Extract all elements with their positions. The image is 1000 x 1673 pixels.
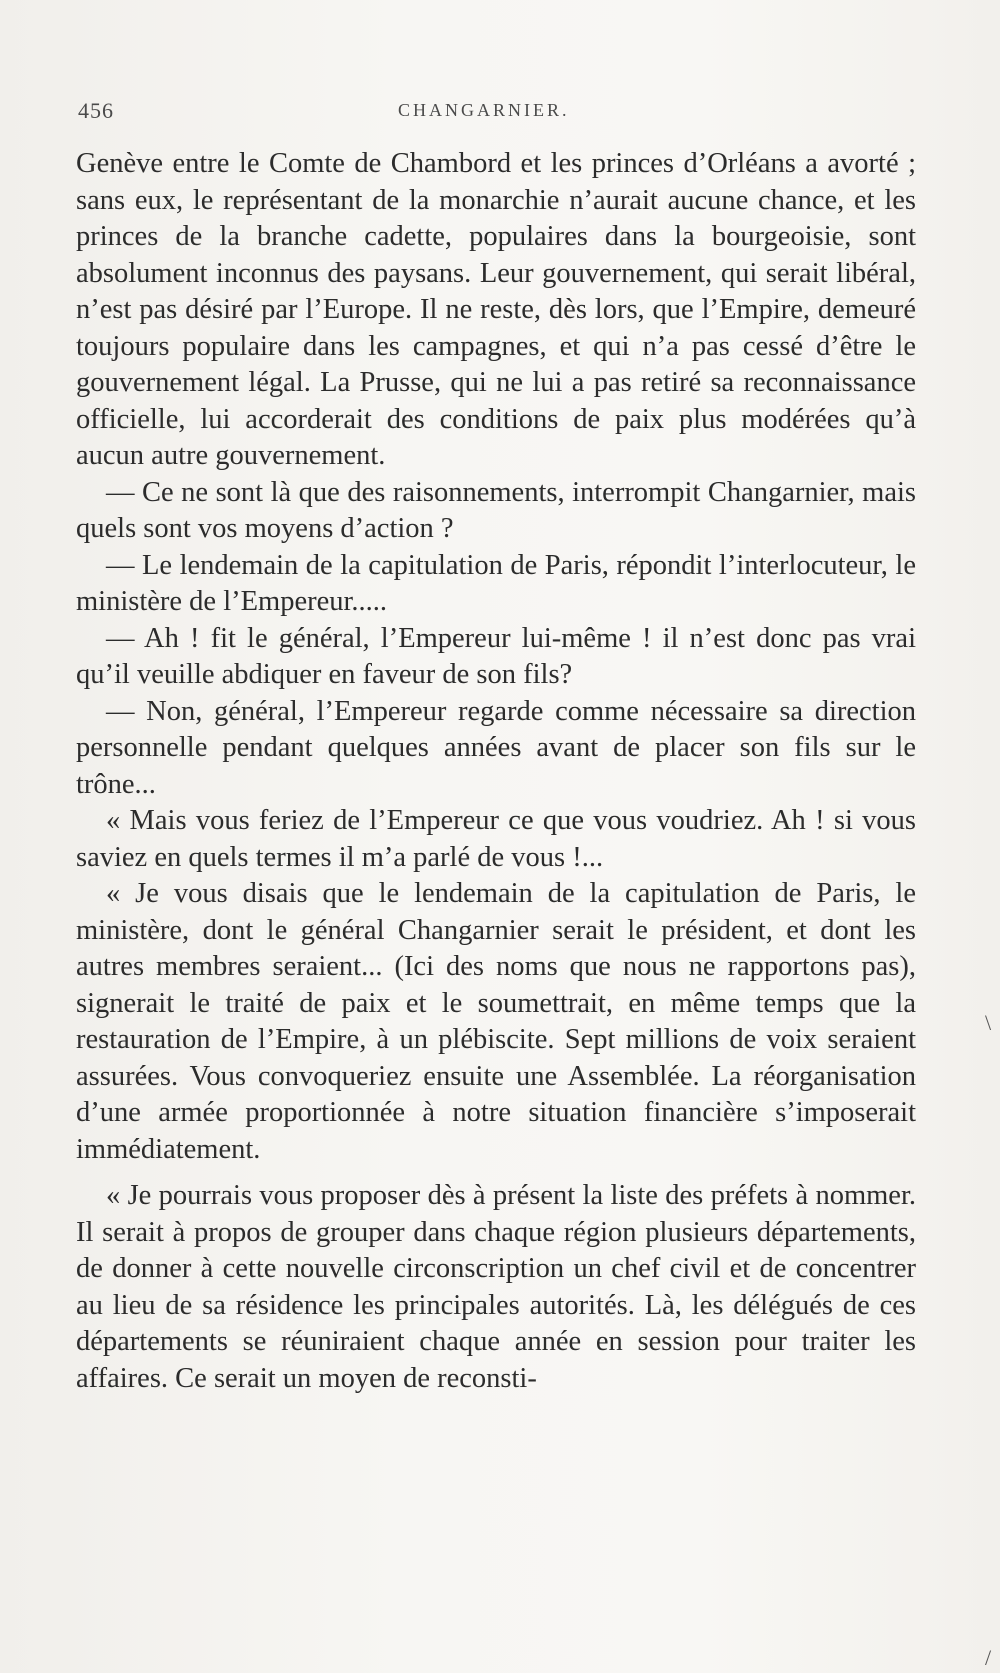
paragraph-quote: « Mais vous feriez de l’Empereur ce que vous voudriez. Ah ! si vous saviez en quels termes il m’a parlé de vous !... (76, 805, 916, 873)
running-head: CHANGARNIER. (398, 100, 570, 120)
page-number: 456 (78, 98, 114, 123)
body-text (76, 146, 916, 1397)
page-header (78, 98, 918, 130)
paragraph-dialogue: — Ah ! fit le général, l’Empereur lui-même ! il n’est donc pas vrai qu’il veuille abdiquer en faveur de son fils? (76, 622, 916, 690)
paragraph-quote: « Je vous disais que le lendemain de la capitulation de Paris, le ministère, dont le général Changarnier serait le président, et dont les autres membres seraient... (Ici des noms que nous ne rapportons pas), signerait le traité de paix et le soumettrait, en même temps que la restauration de l’Empire, à un plébiscite. Sept millions de voix seraient assurées. Vous convoqueriez ensuite une Assemblée. La réorganisation d’une armée proportionnée à notre situation financière s’imposerait immédiatement. (76, 878, 916, 1165)
paragraph-dialogue: — Le lendemain de la capitulation de Paris, répondit l’interlocuteur, le ministère de l’Empereur..... (76, 549, 916, 617)
margin-mark: / (985, 1645, 992, 1670)
paragraph-dialogue: — Non, général, l’Empereur regarde comme nécessaire sa direction personnelle pendant quelques années avant de placer son fils sur le trône... (76, 695, 916, 800)
paragraph-continuation: Genève entre le Comte de Chambord et les princes d’Orléans a avorté ; sans eux, le représentant de la monarchie n’aurait aucune chance, et les princes de la branche cadette, populaires dans la bourgeoisie, sont absolument inconnus des paysans. Leur gouvernement, qui serait libéral, n’est pas désiré par l’Europe. Il ne reste, dès lors, que l’Empire, demeuré toujours populaire dans les campagnes, et qui n’a pas cessé d’être le gouvernement légal. La Prusse, qui ne lui a pas retiré sa reconnaissance officielle, lui accorderait des conditions de paix plus modérées qu’à aucun autre gouvernement. (76, 148, 916, 471)
paragraph-quote: « Je pourrais vous proposer dès à présent la liste des préfets à nommer. Il serait à propos de grouper dans chaque région plusieurs départements, de donner à cette nouvelle circonscription un chef civil et de concentrer au lieu de sa résidence les principales autorités. Là, les délégués de ces départements se réuniraient chaque année en session pour traiter les affaires. Ce serait un moyen de reconsti- (76, 1180, 916, 1394)
margin-mark: \ (985, 1010, 992, 1035)
paragraph-dialogue: — Ce ne sont là que des raisonnements, interrompit Changarnier, mais quels sont vos moyens d’action ? (76, 476, 916, 544)
